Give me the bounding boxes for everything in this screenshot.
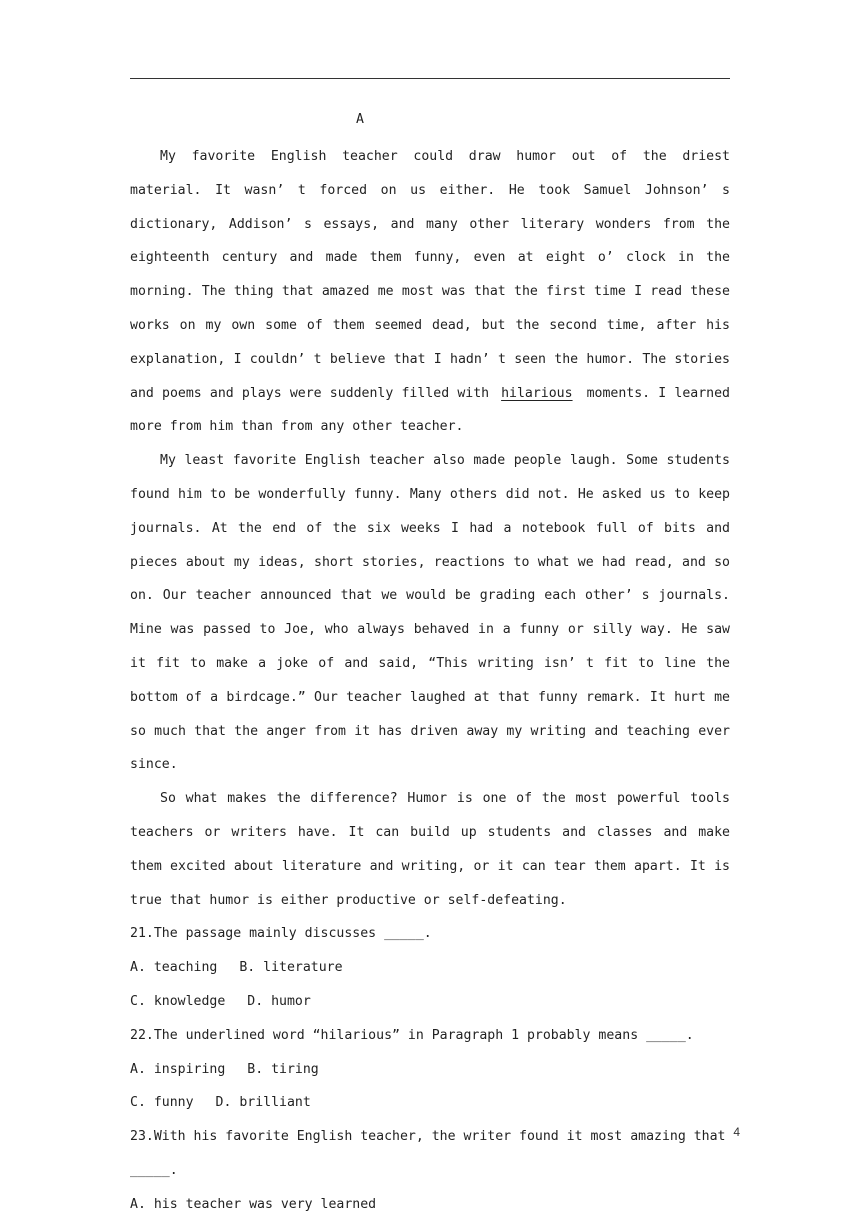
option-c: C. funny [130, 1095, 194, 1111]
option-d: D. humor [247, 993, 311, 1009]
passage-content [130, 140, 730, 1222]
option-a: A. his teacher was very learned [130, 1196, 377, 1212]
paragraph-2 [130, 444, 730, 782]
option-a: A. inspiring [130, 1061, 226, 1077]
paragraph-1 [130, 140, 730, 444]
option-a: A. teaching [130, 960, 218, 976]
question-21-options-row-1 [130, 951, 730, 985]
paragraph-3 [130, 782, 730, 917]
section-label: A [356, 112, 364, 127]
option-b: B. tiring [247, 1061, 319, 1077]
question-21-stem: 21.The passage mainly discusses _____. [130, 926, 432, 942]
paragraph-1-text: My favorite English teacher could draw humor out of the driest material. It wasn’ t forced on us either. He took Samuel Johnson’ s dictionary, Addison’ s essays, and many other literary wonders from the eighteenth century and made them funny, even at eight o’ clock in the morning. The thing that amazed me most was that the first time I read these works on my own some of them seemed dead, but the second time, after his explanation, I couldn’ t believe that I hadn’ t seen the humor. The stories and poems and plays were suddenly filled with [130, 149, 730, 401]
option-b: B. literature [239, 960, 343, 976]
question-21-options-row-2 [130, 985, 730, 1019]
paragraph-3-text: So what makes the difference? Humor is one of the most powerful tools teachers or writers have. It can build up students and classes and make them excited about literature and writing, or it can tear them apart. It is true that humor is either productive or self-defeating. [130, 791, 730, 908]
paragraph-1-text-end: moments. I learned more from him than from any other teacher. [130, 385, 730, 435]
option-d: D. brilliant [215, 1095, 311, 1111]
underlined-word: hilarious [501, 385, 573, 401]
question-22-stem: 22.The underlined word “hilarious” in Paragraph 1 probably means _____. [130, 1027, 694, 1043]
question-23-options-row-1 [130, 1188, 730, 1222]
question-22-options-row-1 [130, 1053, 730, 1087]
question-22-options-row-2 [130, 1086, 730, 1120]
page-number: 4 [733, 1125, 740, 1139]
header-rule [130, 78, 730, 79]
question-23-stem: 23.With his favorite English teacher, the writer found it most amazing that _____. [130, 1129, 726, 1178]
paragraph-2-text: My least favorite English teacher also made people laugh. Some students found him to be wonderfully funny. Many others did not. He asked us to keep journals. At the end of the six weeks I had a notebook full of bits and pieces about my ideas, short stories, reactions to what we had read, and so on. Our teacher announced that we would be grading each other’ s journals. Mine was passed to Joe, who always behaved in a funny or silly way. He saw it fit to make a joke of and said, “This writing isn’ t fit to line the bottom of a birdcage.” Our teacher laughed at that funny remark. It hurt me so much that the anger from it has driven away my writing and teaching ever since. [130, 453, 730, 773]
option-c: C. knowledge [130, 993, 226, 1009]
